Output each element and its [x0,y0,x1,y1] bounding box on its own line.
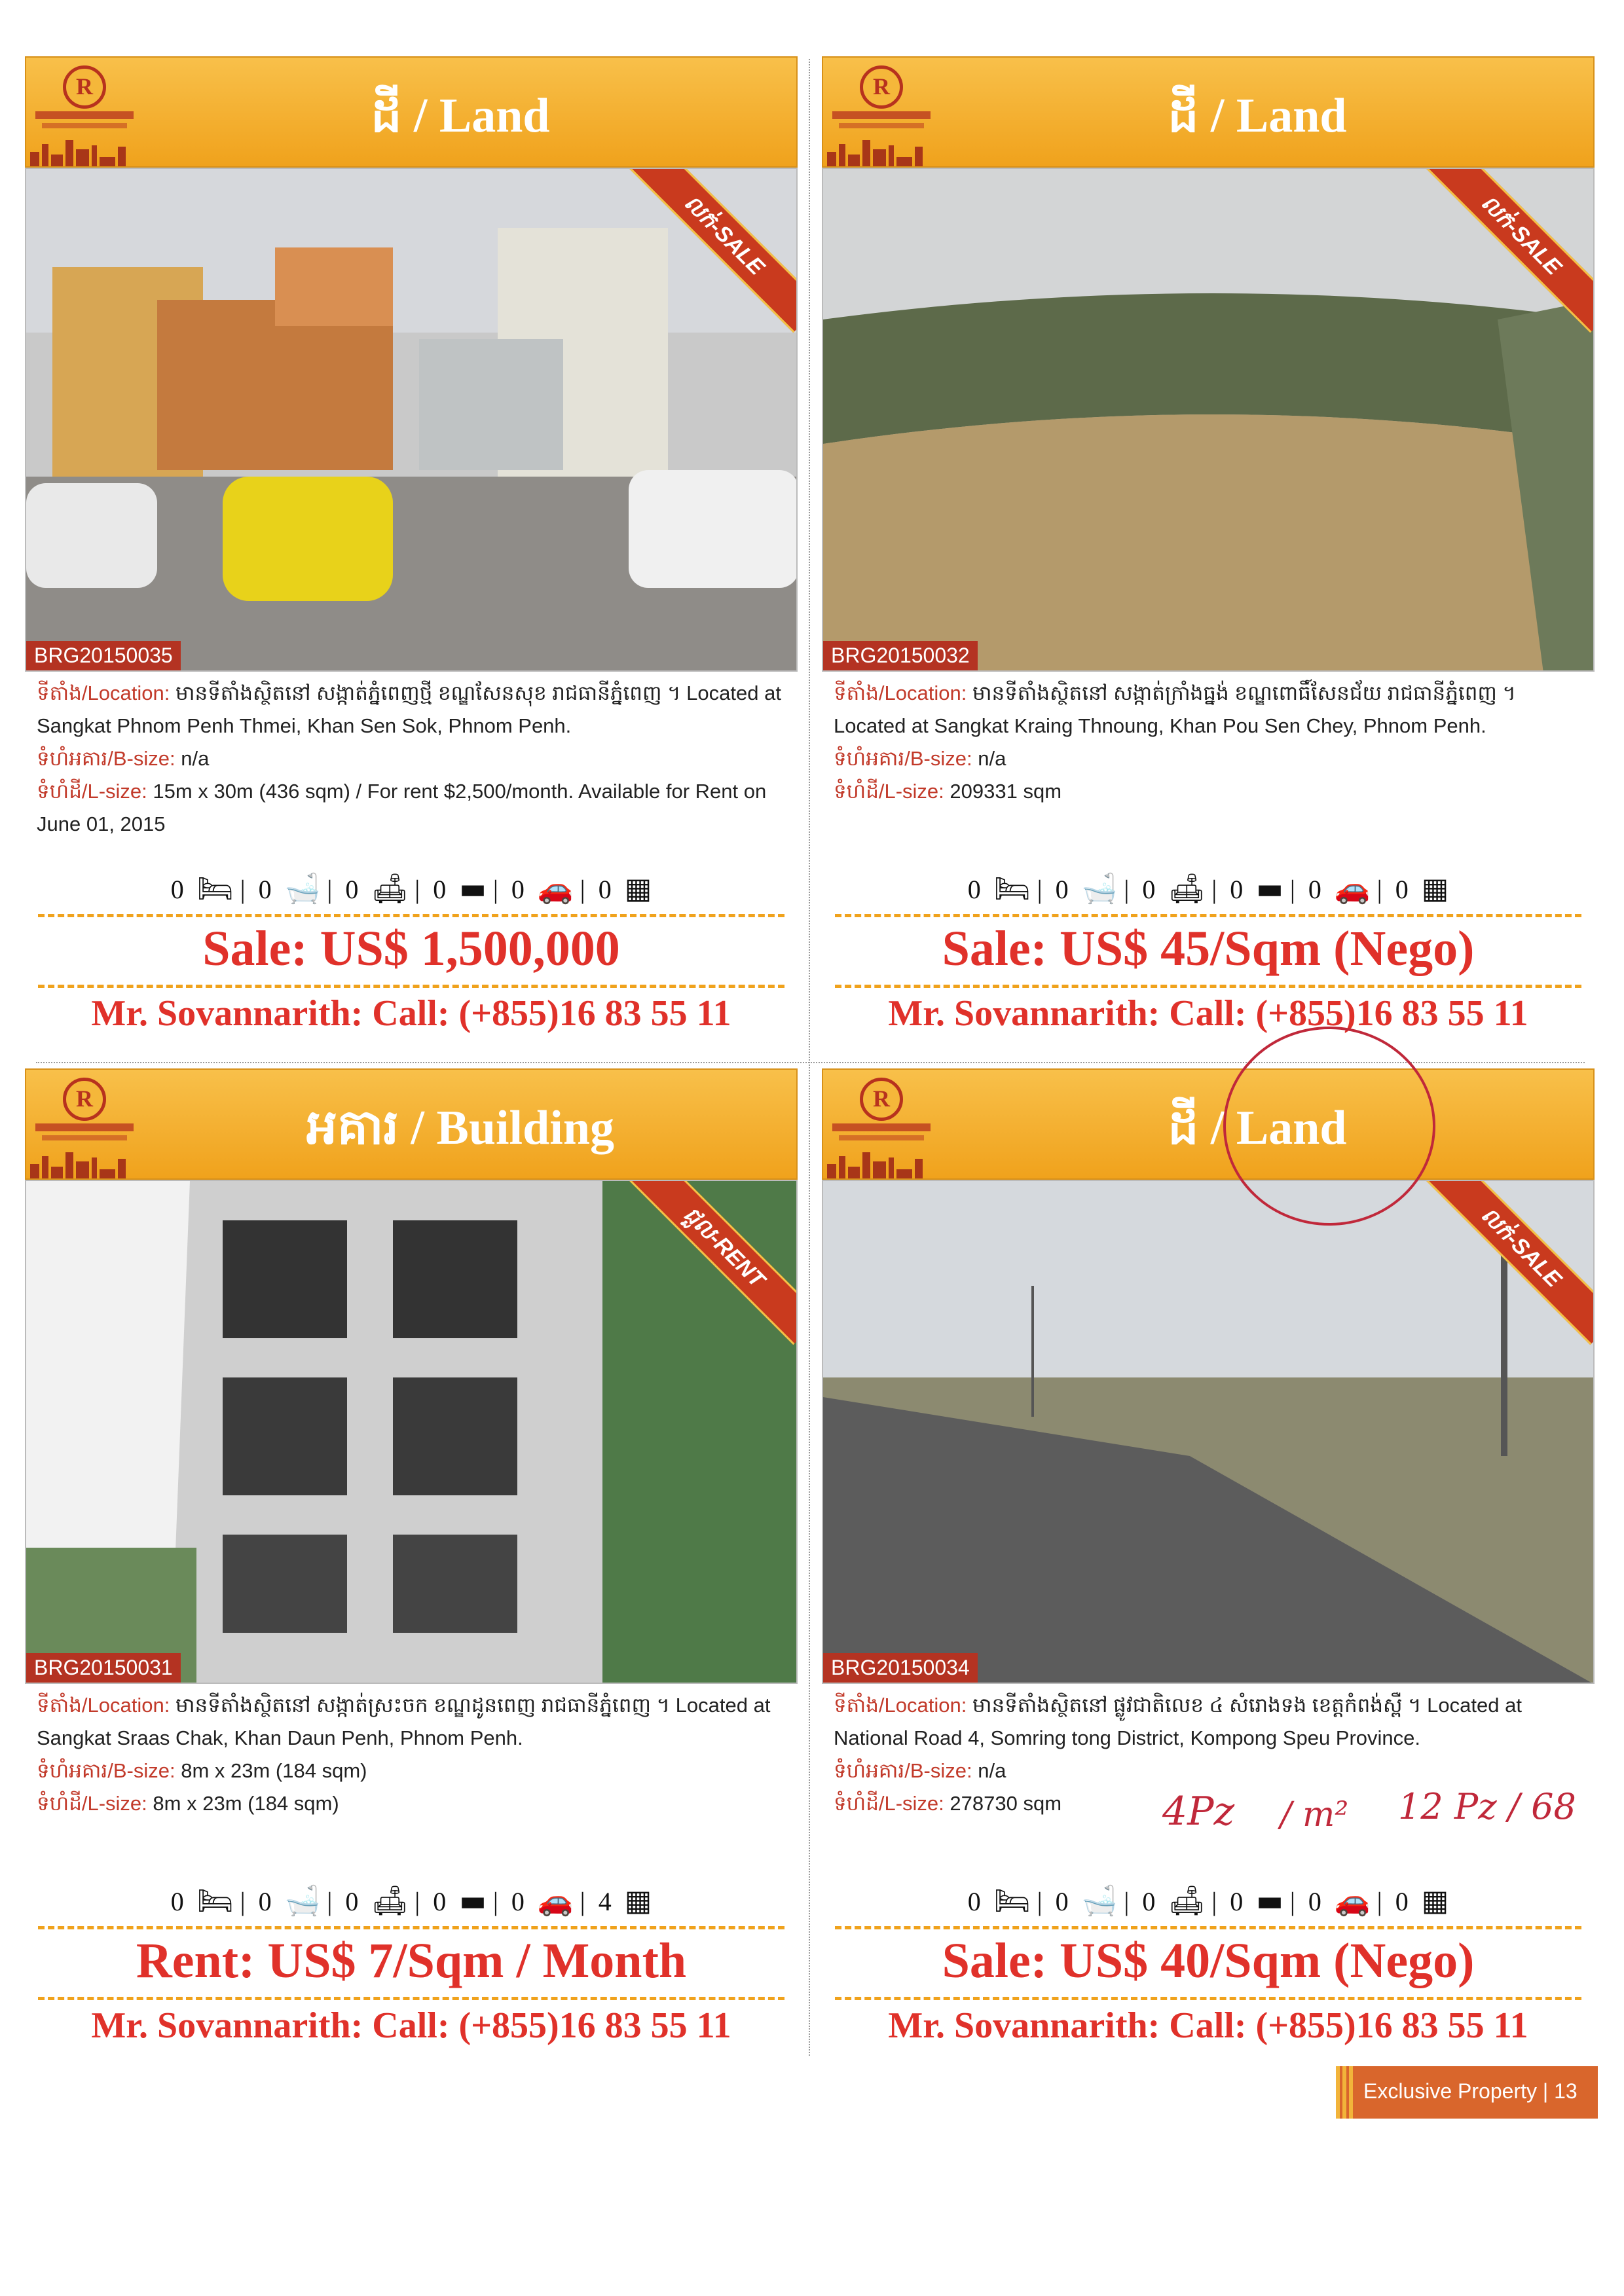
amenity-row: 0 🛏 | 0 🛁 | 0 🛋 | 0 ▬ | 0 🚗 | 0 ▦ [967,1884,1449,1918]
card-title: ដី / Land [371,89,550,143]
dashed-divider [38,985,784,988]
property-photo[interactable] [25,1180,798,1684]
bed-icon: 🛏 [196,872,234,905]
lsize-label: ទំហំដី/L-size: [37,1792,147,1815]
skyline-graphic [26,140,131,166]
living-room-icon: 🛋 [371,1884,409,1918]
lsize-label: ទំហំដី/L-size: [834,780,944,803]
price: Rent: US$ 7/Sqm / Month [136,1933,687,1988]
listing-ref: BRG20150034 [823,1653,978,1683]
living-room-icon: 🛋 [1168,1884,1206,1918]
bathtub-icon: 🛁 [1081,1884,1118,1918]
brand-logo: R [35,1078,134,1169]
bsize-label: ទំហំអគារ/B-size: [37,1759,175,1782]
handwritten-note: 4Pz [1162,1789,1235,1834]
card-header [822,56,1595,168]
listing-ref: BRG20150035 [26,641,181,670]
bsize-label: ទំហំអគារ/B-size: [834,747,972,770]
amenity-row: 0 🛏 | 0 🛁 | 0 🛋 | 0 ▬ | 0 🚗 | 0 ▦ [967,872,1449,905]
status-ribbon: លក់-SALE [627,168,798,333]
kitchen-icon: ▬ [459,872,487,905]
location-label: ទីតាំង/Location: [834,1694,967,1717]
contact-line[interactable]: Mr. Sovannarith: Call: (+855)16 83 55 11 [91,2005,731,2046]
car-icon: 🚗 [1334,872,1371,905]
bsize-value: 8m x 23m (184 sqm) [181,1759,367,1782]
location-label: ទីតាំង/Location: [834,682,967,704]
price: Sale: US$ 40/Sqm (Nego) [942,1933,1475,1988]
card-header [25,1068,798,1180]
bathtub-icon: 🛁 [1081,872,1118,905]
bsize-label: ទំហំអគារ/B-size: [834,1759,972,1782]
status-ribbon: ជួល-RENT [627,1180,798,1345]
living-room-icon: 🛋 [371,872,409,905]
amenity-row: 0 🛏 | 0 🛁 | 0 🛋 | 0 ▬ | 0 🚗 | 0 ▦ [170,872,652,905]
kitchen-icon: ▬ [1256,1884,1283,1918]
kitchen-icon: ▬ [459,1884,487,1918]
bed-icon: 🛏 [993,1884,1031,1918]
lsize-value: 278730 sqm [950,1792,1062,1815]
dashed-divider [835,1926,1581,1929]
dashed-divider [38,1997,784,2000]
floors-icon: ▦ [624,1884,652,1918]
lsize-label: ទំហំដី/L-size: [834,1792,944,1815]
listing-details [37,677,790,841]
car-icon: 🚗 [537,1884,574,1918]
status-ribbon: លក់-SALE [1424,1180,1595,1345]
card-title: ដី / Land [1168,1101,1347,1155]
listing-ref: BRG20150032 [823,641,978,670]
contact-line[interactable]: Mr. Sovannarith: Call: (+855)16 83 55 11 [91,993,731,1034]
brand-logo: R [832,65,931,157]
floors-icon: ▦ [1421,1884,1449,1918]
listing-ref: BRG20150031 [26,1653,181,1683]
living-room-icon: 🛋 [1168,872,1206,905]
dashed-divider [38,914,784,917]
location-text: មានទីតាំងស្ថិតនៅ សង្កាត់ក្រាំងធ្នង់ ខណ្ឌពោធិ៍សែនជ័យ រាជធានីភ្នំពេញ ។ Located at Sangkat Kraing Thnoung, Khan Pou Sen Chey, Phnom Penh. [834,682,1516,737]
floors-icon: ▦ [624,872,652,905]
kitchen-icon: ▬ [1256,872,1283,905]
vertical-divider [809,59,810,2056]
bathtub-icon: 🛁 [284,872,321,905]
handwritten-note: / m² [1280,1795,1349,1834]
location-label: ទីតាំង/Location: [37,1694,170,1717]
bsize-value: n/a [181,747,210,770]
bsize-label: ទំហំអគារ/B-size: [37,747,175,770]
skyline-graphic [823,140,928,166]
contact-line[interactable]: Mr. Sovannarith: Call: (+855)16 83 55 11 [888,2005,1528,2046]
handwritten-circle [1205,1002,1454,1250]
floors-icon: ▦ [1421,872,1449,905]
property-photo[interactable] [25,168,798,672]
bathtub-icon: 🛁 [284,1884,321,1918]
listing-card[interactable] [25,56,798,1038]
skyline-graphic [823,1152,928,1178]
property-photo[interactable] [822,1180,1595,1684]
amenity-row: 0 🛏 | 0 🛁 | 0 🛋 | 0 ▬ | 0 🚗 | 4 ▦ [170,1884,652,1918]
dashed-divider [38,1926,784,1929]
location-text: មានទីតាំងស្ថិតនៅ សង្កាត់ស្រះចក ខណ្ឌដូនពេញ រាជធានីភ្នំពេញ ។ Located at Sangkat Sraas Chak, Khan Daun Penh, Phnom Penh. [37,1694,771,1749]
brand-logo: R [832,1078,931,1169]
price: Sale: US$ 1,500,000 [202,921,620,976]
bed-icon: 🛏 [196,1884,234,1918]
bsize-value: n/a [978,1759,1006,1782]
lsize-value: 15m x 30m (436 sqm) / For rent $2,500/month. Available for Rent on June 01, 2015 [37,780,767,835]
card-title: អគារ / Building [306,1101,614,1155]
card-title: ដី / Land [1168,89,1347,143]
listing-details [834,677,1587,808]
dashed-divider [835,985,1581,988]
page-footer [1336,2066,1598,2119]
car-icon: 🚗 [537,872,574,905]
bed-icon: 🛏 [993,872,1031,905]
listing-card[interactable] [25,1068,798,2050]
dashed-divider [835,914,1581,917]
listing-details [37,1689,790,1820]
brand-logo: R [35,65,134,157]
footer-stripes [1336,2066,1356,2119]
dashed-divider [835,1997,1581,2000]
location-text: មានទីតាំងស្ថិតនៅ សង្កាត់ភ្នំពេញថ្មី ខណ្ឌសែនសុខ រាជធានីភ្នំពេញ ។ Located at Sangkat Phnom Penh Thmei, Khan Sen Sok, Phnom Penh. [37,682,781,737]
status-ribbon: លក់-SALE [1424,168,1595,333]
car-icon: 🚗 [1334,1884,1371,1918]
handwritten-note: 12 Pz / 68 [1398,1786,1576,1827]
card-header [25,56,798,168]
bsize-value: n/a [978,747,1006,770]
lsize-label: ទំហំដី/L-size: [37,780,147,803]
footer-text: Exclusive Property | 13 [1363,2079,1578,2103]
contact-line[interactable]: Mr. Sovannarith: Call: (+855)16 83 55 11 [888,993,1528,1034]
price: Sale: US$ 45/Sqm (Nego) [942,921,1475,976]
lsize-value: 209331 sqm [950,780,1062,803]
lsize-value: 8m x 23m (184 sqm) [153,1792,339,1815]
location-label: ទីតាំង/Location: [37,682,170,704]
property-photo[interactable] [822,168,1595,672]
skyline-graphic [26,1152,131,1178]
listing-card[interactable] [822,56,1595,1038]
location-text: មានទីតាំងស្ថិតនៅ ផ្លូវជាតិលេខ ៤ សំរោងទង ខេត្តកំពង់ស្ពឺ ។ Located at National Road 4, Somring tong District, Kompong Speu Province. [834,1694,1522,1749]
